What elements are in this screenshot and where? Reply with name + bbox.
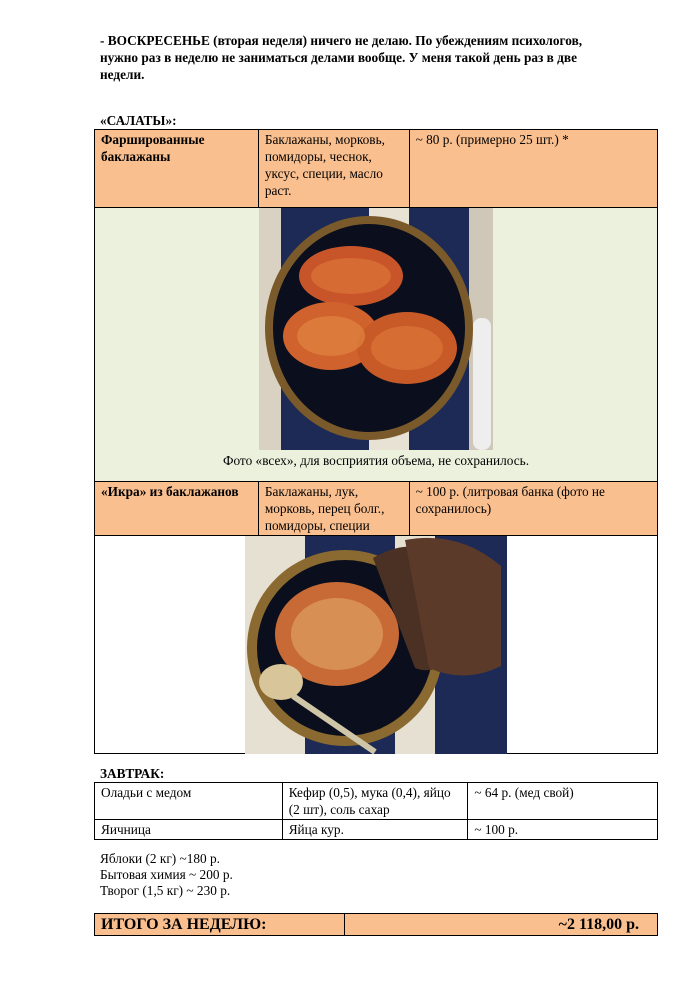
dish-name: «Икра» из баклажанов (95, 482, 259, 536)
dish-name: Яичница (95, 820, 283, 840)
photo-cell (95, 536, 658, 754)
salads-heading: «САЛАТЫ»: (100, 113, 177, 128)
breakfast-heading: ЗАВТРАК: (100, 766, 165, 781)
total-table (94, 913, 658, 936)
dish-ingredients: Баклажаны, морковь, помидоры, чеснок, уксус, специи, масло раст. (258, 130, 409, 208)
dish-ingredients: Яйца кур. (282, 820, 468, 840)
photo-cell (95, 208, 658, 482)
total-row (95, 914, 658, 936)
table-row (95, 482, 658, 536)
dish-price: ~ 100 р. (литровая банка (фото не сохранилось) (409, 482, 657, 536)
total-value: ~2 118,00 р. (344, 914, 657, 936)
table-row (95, 820, 658, 840)
table-row (95, 130, 658, 208)
salads-table (94, 129, 658, 754)
table-row (95, 783, 658, 820)
dish-name: Фаршированные баклажаны (95, 130, 259, 208)
breakfast-table (94, 782, 658, 840)
dish-price: ~ 100 р. (468, 820, 658, 840)
list-item: Бытовая химия ~ 200 р. (100, 867, 233, 882)
intro-paragraph: - ВОСКРЕСЕНЬЕ (вторая неделя) ничего не делаю. По убеждениям психологов, нужно раз в неделю не заниматься делами вообще. У меня такой день раз в две недели. (100, 33, 583, 82)
dish-price: ~ 64 р. (мед свой) (468, 783, 658, 820)
photo-caption: Фото «всех», для восприятия объема, не сохранилось. (222, 453, 530, 468)
stuffed-eggplant-photo (259, 208, 493, 450)
list-item: Яблоки (2 кг) ~180 р. (100, 851, 220, 866)
photo-row (95, 208, 658, 482)
total-label: ИТОГО ЗА НЕДЕЛЮ: (95, 914, 345, 936)
dish-ingredients: Кефир (0,5), мука (0,4), яйцо (2 шт), соль сахар (282, 783, 468, 820)
photo-row (95, 536, 658, 754)
dish-ingredients: Баклажаны, лук, морковь, перец болг., помидоры, специи (258, 482, 409, 536)
dish-price: ~ 80 р. (примерно 25 шт.) * (409, 130, 657, 208)
dish-name: Оладьи с медом (95, 783, 283, 820)
eggplant-caviar-photo (245, 536, 507, 754)
extra-purchases (100, 851, 233, 899)
list-item: Творог (1,5 кг) ~ 230 р. (100, 883, 231, 898)
